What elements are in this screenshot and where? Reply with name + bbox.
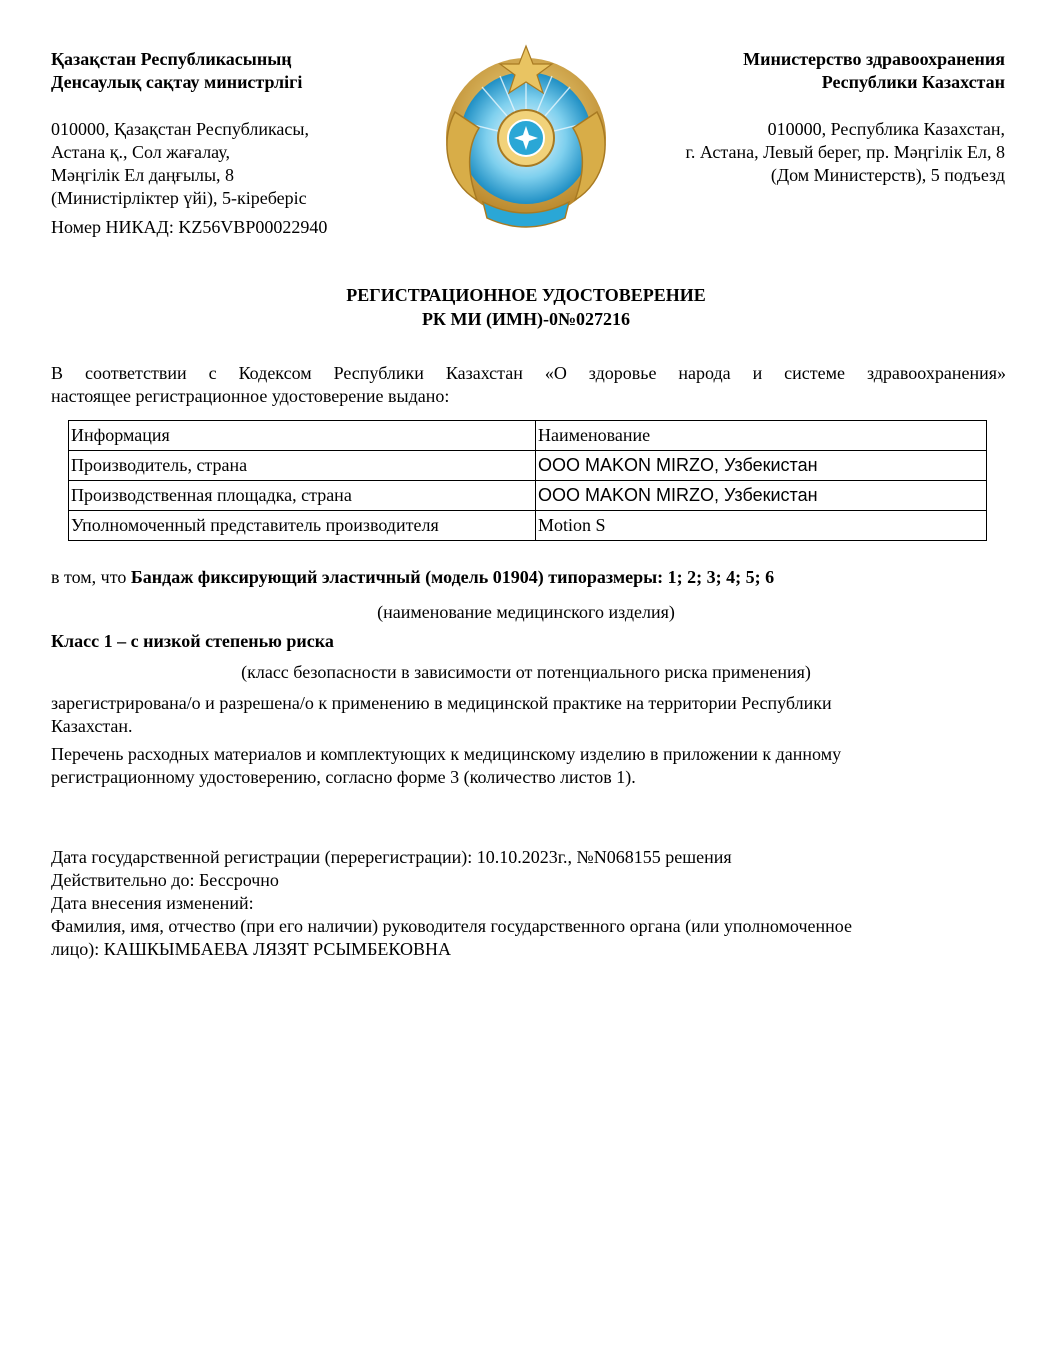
intro-line1: В соответствии с Кодексом Республики Казахстан «О здоровье народа и системе здравоохранения» (51, 363, 1006, 383)
address-kz-line2: Астана қ., Сол жағалау, (51, 142, 230, 162)
title-line1: РЕГИСТРАЦИОННОЕ УДОСТОВЕРЕНИЕ (346, 285, 706, 305)
intro-line2: настоящее регистрационное удостоверение выдано: (51, 386, 450, 406)
table-cell: Производственная площадка, страна (69, 481, 536, 511)
certificate-number: РК МИ (ИМН)-0№027216 (421, 309, 631, 329)
table-row (69, 511, 987, 541)
reg-line1: зарегистрирована/о и разрешена/о к применению в медицинской практике на территории Республики (51, 693, 832, 713)
registration-info-table (68, 420, 987, 541)
table-cell: Motion S (536, 511, 987, 541)
device-prefix: в том, что (51, 567, 127, 587)
changes-date: Дата внесения изменений: (51, 893, 254, 913)
document-title (0, 283, 1052, 331)
address-kz-line4: (Министірліктер үйі), 5-кіреберіс (51, 188, 307, 208)
ministry-name-kz-line1: Қазақстан Республикасының (51, 49, 292, 69)
table-row (69, 481, 987, 511)
head-line1: Фамилия, имя, отчество (при его наличии) руководителя государственного органа (или уполномоченное (51, 916, 852, 936)
table-cell: Уполномоченный представитель производителя (69, 511, 536, 541)
device-name: Бандаж фиксирующий эластичный (модель 01904) типоразмеры: 1; 2; 3; 4; 5; 6 (130, 567, 775, 587)
list-line1: Перечень расходных материалов и комплектующих к медицинскому изделию в приложении к данному (51, 744, 842, 764)
table-row (69, 451, 987, 481)
address-kz-line3: Мәңгілік Ел даңғылы, 8 (51, 165, 235, 185)
device-line (51, 566, 1006, 589)
head-line2: лицо): КАШКЫМБАЕВА ЛЯЗЯТ РСЫМБЕКОВНА (51, 939, 451, 959)
ministry-name-kz-line2: Денсаулық сақтау министрлігі (51, 72, 303, 92)
device-class: Класс 1 – с низкой степенью риска (51, 631, 334, 651)
class-caption: (класс безопасности в зависимости от потенциального риска применения) (241, 662, 811, 682)
device-caption: (наименование медицинского изделия) (377, 602, 675, 622)
valid-until: Действительно до: Бессрочно (51, 870, 279, 890)
address-ru-line1: 010000, Республика Казахстан, (767, 119, 1005, 139)
intro-paragraph (51, 362, 1006, 408)
ministry-name-ru-line2: Республики Казахстан (821, 72, 1005, 92)
table-cell: ООО MAKON MIRZO, Узбекистан (536, 481, 987, 511)
table-row (69, 421, 987, 451)
registration-date: Дата государственной регистрации (перерегистрации): 10.10.2023г., №N068155 решения (51, 847, 732, 867)
list-paragraph (51, 743, 1006, 789)
table-cell: Производитель, страна (69, 451, 536, 481)
address-ru-line3: (Дом Министерств), 5 подъезд (770, 165, 1005, 185)
footer-block (51, 846, 1006, 961)
header-left-block (51, 48, 411, 239)
table-cell: Информация (69, 421, 536, 451)
address-kz-line1: 010000, Қазақстан Республикасы, (51, 119, 310, 139)
reg-line2: Казахстан. (51, 716, 133, 736)
registration-paragraph (51, 692, 1006, 738)
table-cell: ООО MAKON MIRZO, Узбекистан (536, 451, 987, 481)
list-line2: регистрационному удостоверению, согласно форме 3 (количество листов 1). (51, 767, 636, 787)
nikad-number: Номер НИКАД: KZ56VBP00022940 (51, 217, 328, 237)
ministry-name-ru-line1: Министерство здравоохранения (743, 49, 1005, 69)
address-ru-line2: г. Астана, Левый берег, пр. Мәңгілік Ел, 8 (685, 142, 1005, 162)
table-cell: Наименование (536, 421, 987, 451)
header-right-block (585, 48, 1005, 187)
